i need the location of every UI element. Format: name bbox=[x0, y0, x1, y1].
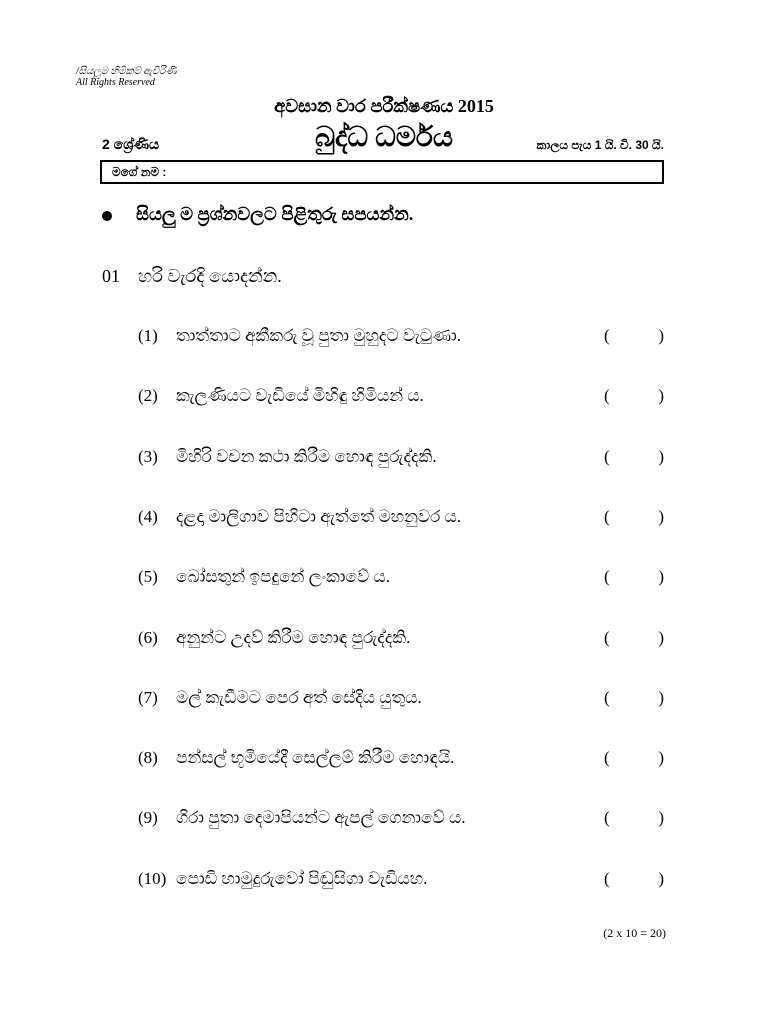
grade-label: 2 ශ්‍රේණිය bbox=[102, 136, 160, 152]
question-number: (5) bbox=[138, 567, 158, 586]
exam-title: අවසාන වාර පරීක්ෂණය 2015 bbox=[274, 96, 494, 116]
question-number: (9) bbox=[138, 808, 158, 827]
bullet-icon bbox=[102, 211, 112, 221]
answer-box[interactable]: ( ) bbox=[604, 808, 664, 827]
question-text: තාත්තාට අකීකරු වූ පුතා මුහුදට වැටුණා. bbox=[176, 326, 461, 345]
question-item bbox=[138, 507, 668, 533]
question-text: ගිරා පුතා දෙමාපියන්ට ඇපල් ගෙනාවේ ය. bbox=[176, 808, 466, 827]
name-field-label: මගේ නම : bbox=[112, 165, 167, 179]
question-text: මල් කැඩීමට පෙර අත් සේදිය යුතුය. bbox=[176, 688, 422, 707]
copyright-line-english: All Rights Reserved bbox=[76, 77, 155, 88]
question-item bbox=[138, 386, 668, 412]
instruction bbox=[102, 204, 413, 225]
question-text: මිහිරි වචන කථා කිරීම හොඳ පුරුද්දකි. bbox=[176, 447, 437, 466]
question-text: පොඩි හාමුදුරුවෝ පිඬුසිගා වැඩියහ. bbox=[176, 869, 428, 888]
question-item bbox=[138, 869, 668, 895]
question-item bbox=[138, 748, 668, 774]
question-text: දළදා මාලිගාව පිහිටා ඇත්තේ මහනුවර ය. bbox=[176, 507, 462, 526]
duration-label: කාලය පැය 1 යි. වි. 30 යි. bbox=[536, 138, 664, 152]
question-item bbox=[138, 447, 668, 473]
question-number: (1) bbox=[138, 326, 158, 345]
question-number: (6) bbox=[138, 628, 158, 647]
question-text: බෝසතුන් ඉපදුනේ ලංකාවේ ය. bbox=[176, 567, 390, 586]
name-field[interactable] bbox=[100, 160, 664, 184]
section-title: හරි වැරදි යොදන්න. bbox=[138, 266, 282, 286]
question-number: (10) bbox=[138, 869, 167, 888]
instruction-text: සියලු ම ප්‍රශ්නවලට පිළිතුරු සපයන්න. bbox=[136, 204, 414, 224]
answer-box[interactable]: ( ) bbox=[604, 386, 664, 405]
question-number: (2) bbox=[138, 386, 158, 405]
question-item bbox=[138, 628, 668, 654]
question-number: (8) bbox=[138, 748, 158, 767]
question-item bbox=[138, 688, 668, 714]
question-number: (7) bbox=[138, 688, 158, 707]
answer-box[interactable]: ( ) bbox=[604, 326, 664, 345]
copyright-notice bbox=[76, 66, 177, 88]
question-text: කැලණියට වැඩියේ මිහිඳු හිමියන් ය. bbox=[176, 386, 424, 405]
answer-box[interactable]: ( ) bbox=[604, 447, 664, 466]
section-number: 01 bbox=[102, 266, 120, 286]
answer-box[interactable]: ( ) bbox=[604, 628, 664, 647]
question-number: (4) bbox=[138, 507, 158, 526]
question-item bbox=[138, 567, 668, 593]
answer-box[interactable]: ( ) bbox=[604, 688, 664, 707]
subject-title: බුද්ධ ධර්මය bbox=[314, 122, 454, 153]
question-text: පන්සල් භූමියේදී සෙල්ලම් කිරීම හොඳයි. bbox=[176, 748, 455, 767]
section-heading bbox=[102, 266, 282, 287]
answer-box[interactable]: ( ) bbox=[604, 748, 664, 767]
marks-note: (2 x 10 = 20) bbox=[603, 926, 666, 940]
question-text: අනුන්ට උදව් කිරීම හොඳ පුරුද්දකි. bbox=[176, 628, 411, 647]
answer-box[interactable]: ( ) bbox=[604, 507, 664, 526]
question-number: (3) bbox=[138, 447, 158, 466]
answer-box[interactable]: ( ) bbox=[604, 869, 664, 888]
copyright-line-sinhala: /සියලුම හිමිකම් ඇවිරිණි bbox=[76, 66, 177, 77]
question-item bbox=[138, 808, 668, 834]
answer-box[interactable]: ( ) bbox=[604, 567, 664, 586]
question-item bbox=[138, 326, 668, 352]
